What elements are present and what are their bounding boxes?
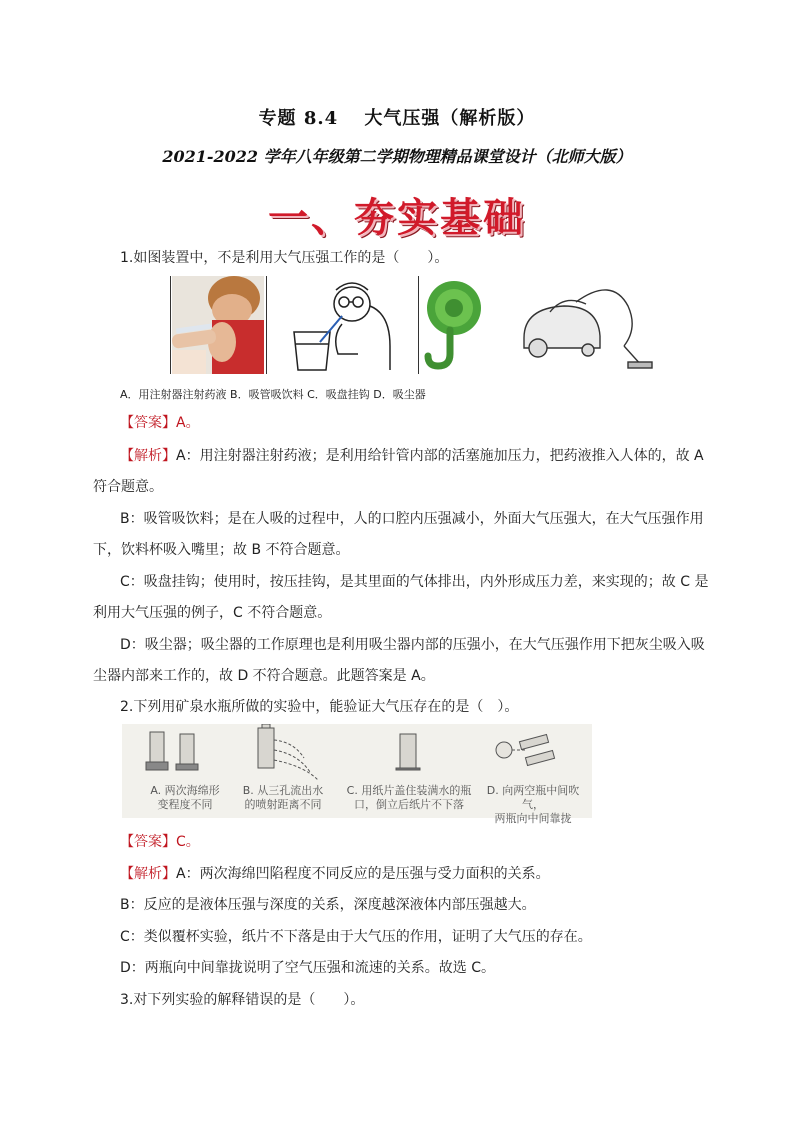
- caption-line: B. 从三孔流出水: [242, 784, 324, 797]
- doc-title: 专题 8.4 大气压强（解析版）: [258, 108, 536, 129]
- q2-caption-b: [228, 784, 338, 812]
- q1-answer: [120, 413, 200, 433]
- doc-subtitle: 2021-2022 学年八年级第二学期物理精品课堂设计（北师大版）: [162, 147, 632, 166]
- q2-analysis-a: [120, 864, 550, 884]
- section-banner: 一、夯实基础: [268, 194, 526, 241]
- q1-analysis-b2: 下，饮料杯吸入嘴里；故 B 不符合题意。: [93, 542, 350, 558]
- q2-image-strip: [122, 724, 592, 825]
- q1-divider: [170, 276, 171, 374]
- q1-analysis-b1: B：吸管吸饮料；是在人吸的过程中，人的口腔内压强减小，外面大气压强大，在大气压强作用: [120, 511, 704, 527]
- analysis-tag: 【解析】: [120, 866, 176, 882]
- q3-stem: 3.对下列实验的解释错误的是（ ）。: [120, 992, 365, 1008]
- q1-divider: [266, 276, 267, 374]
- analysis-text: A：用注射器注射药液；是利用给针管内部的活塞施加压力，把药液推入人体的，故 A: [176, 448, 704, 464]
- q1-divider: [418, 276, 419, 374]
- straw-drinking-picture: [286, 280, 396, 372]
- q1-options: A．用注射器注射药液 B．吸管吸饮料 C．吸盘挂钩 D．吸尘器: [120, 388, 426, 401]
- caption-line: D. 向两空瓶中间吹气，: [486, 784, 580, 811]
- q1-analysis-c2: 利用大气压强的例子，C 不符合题意。: [93, 605, 332, 621]
- caption-line: C. 用纸片盖住装满水的瓶: [346, 784, 472, 797]
- q1-analysis-d2: 尘器内部来工作的，故 D 不符合题意。此题答案是 A。: [93, 668, 435, 684]
- q2-analysis-b: B：反应的是液体压强与深度的关系，深度越深液体内部压强越大。: [120, 897, 536, 913]
- analysis-text: A：两次海绵凹陷程度不同反应的是压强与受力面积的关系。: [176, 866, 550, 882]
- q1-stem: 1.如图装置中，不是利用大气压强工作的是（ ）。: [120, 250, 449, 266]
- answer-tag: 【答案】: [120, 834, 176, 850]
- suction-hook-picture: [422, 278, 486, 372]
- q1-analysis-c1: C：吸盘挂钩；使用时，按压挂钩，是其里面的气体排出，内外形成压力差，来实现的；故 C 是: [120, 574, 709, 590]
- answer-value: C。: [176, 834, 200, 850]
- vacuum-cleaner-picture: [510, 278, 660, 372]
- answer-tag: 【答案】: [120, 415, 176, 431]
- q2-analysis-c: C：类似覆杯实验，纸片不下落是由于大气压的作用，证明了大气压的存在。: [120, 929, 592, 945]
- caption-line: 变程度不同: [157, 798, 213, 811]
- syringe-injection-picture: [172, 276, 264, 374]
- q2-caption-d: [476, 784, 590, 826]
- caption-line: 口，倒立后纸片不下落: [354, 798, 464, 811]
- q1-analysis-d1: D：吸尘器；吸尘器的工作原理也是利用吸尘器内部的压强小，在大气压强作用下把灰尘吸入吸: [120, 637, 705, 653]
- answer-value: A。: [176, 415, 200, 431]
- q2-analysis-d: D：两瓶向中间靠拢说明了空气压强和流速的关系。故选 C。: [120, 960, 496, 976]
- q2-stem: 2.下列用矿泉水瓶所做的实验中，能验证大气压存在的是（ ）。: [120, 699, 519, 715]
- q1-image-row: [170, 276, 660, 374]
- q1-analysis-a1: [120, 446, 704, 466]
- caption-line: 的喷射距离不同: [244, 798, 322, 811]
- analysis-tag: 【解析】: [120, 448, 176, 464]
- caption-line: A. 两次海绵形: [150, 784, 220, 797]
- caption-line: 两瓶向中间靠拢: [494, 812, 572, 825]
- q2-caption-a: [130, 784, 240, 812]
- q2-answer: [120, 832, 200, 852]
- q2-caption-c: [344, 784, 474, 812]
- q1-analysis-a2: 符合题意。: [93, 479, 163, 495]
